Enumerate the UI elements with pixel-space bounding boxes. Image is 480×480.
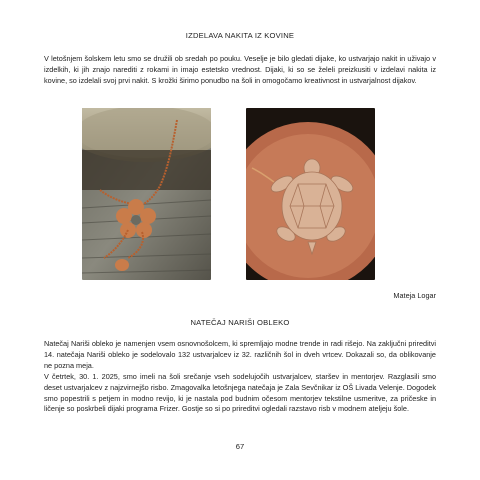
photo-credit: Mateja Logar bbox=[393, 291, 436, 300]
section-paragraph-jewelry bbox=[44, 54, 436, 87]
page-number: 67 bbox=[235, 442, 245, 451]
paragraph-text: Natečaj Nariši obleko je namenjen vsem osnovnošolcem, ki spremljajo modne trende in radi rišejo. Na zaključni prireditvi 14. natečaja Nariši obleko je sodelovalo 132 ustvarjalcev iz 32. različnih šol in dveh vrtcev. Dokazali so, da oblikovanje ne pozna meja. bbox=[44, 339, 436, 370]
paragraph-text: V četrtek, 30. 1. 2025, smo imeli na šoli srečanje vseh sodelujočih ustvarjalcev, staršev in mentorjev. Razglasili smo deset ustvarjalcev z najzvirnejšo risbo. Zmagovalka letošnjega natečaja je Zala Sevčnikar iz OŠ Livada Velenje. Dogodek smo popestrili s petjem in modno revijo, ki je nastala pod budnim očesom mentorjev tekstilne usmeritve, za pričeske in ličenje so poskrbeli dijaki programa Frizer. Gostje so si po prireditvi ogledali razstavo risb v modnem ateljeju šole. bbox=[44, 371, 436, 414]
photo-turtle-pendant bbox=[246, 108, 375, 280]
section-title-jewelry: IZDELAVA NAKITA IZ KOVINE bbox=[185, 31, 295, 40]
paragraph-text: V letošnjem šolskem letu smo se družili ob sredah po pouku. Veselje je bilo gledati dijake, ko ustvarjajo nakit in uživajo v izdelkih, ki jih znajo narediti z rokami in imajo estetsko vrednost. Dijaki, ki so se želeli preizkusiti v izdelavi nakita iz kovine, so izdelali svoj prvi nakit. S krožki širimo ponudbo na šoli in omogočamo kreativnost in ustvarjalnost dijakov. bbox=[44, 54, 436, 85]
photo-flower-necklace bbox=[82, 108, 211, 280]
section-title-contest: NATEČAJ NARIŠI OBLEKO bbox=[190, 318, 290, 327]
section-paragraph-contest bbox=[44, 339, 436, 415]
